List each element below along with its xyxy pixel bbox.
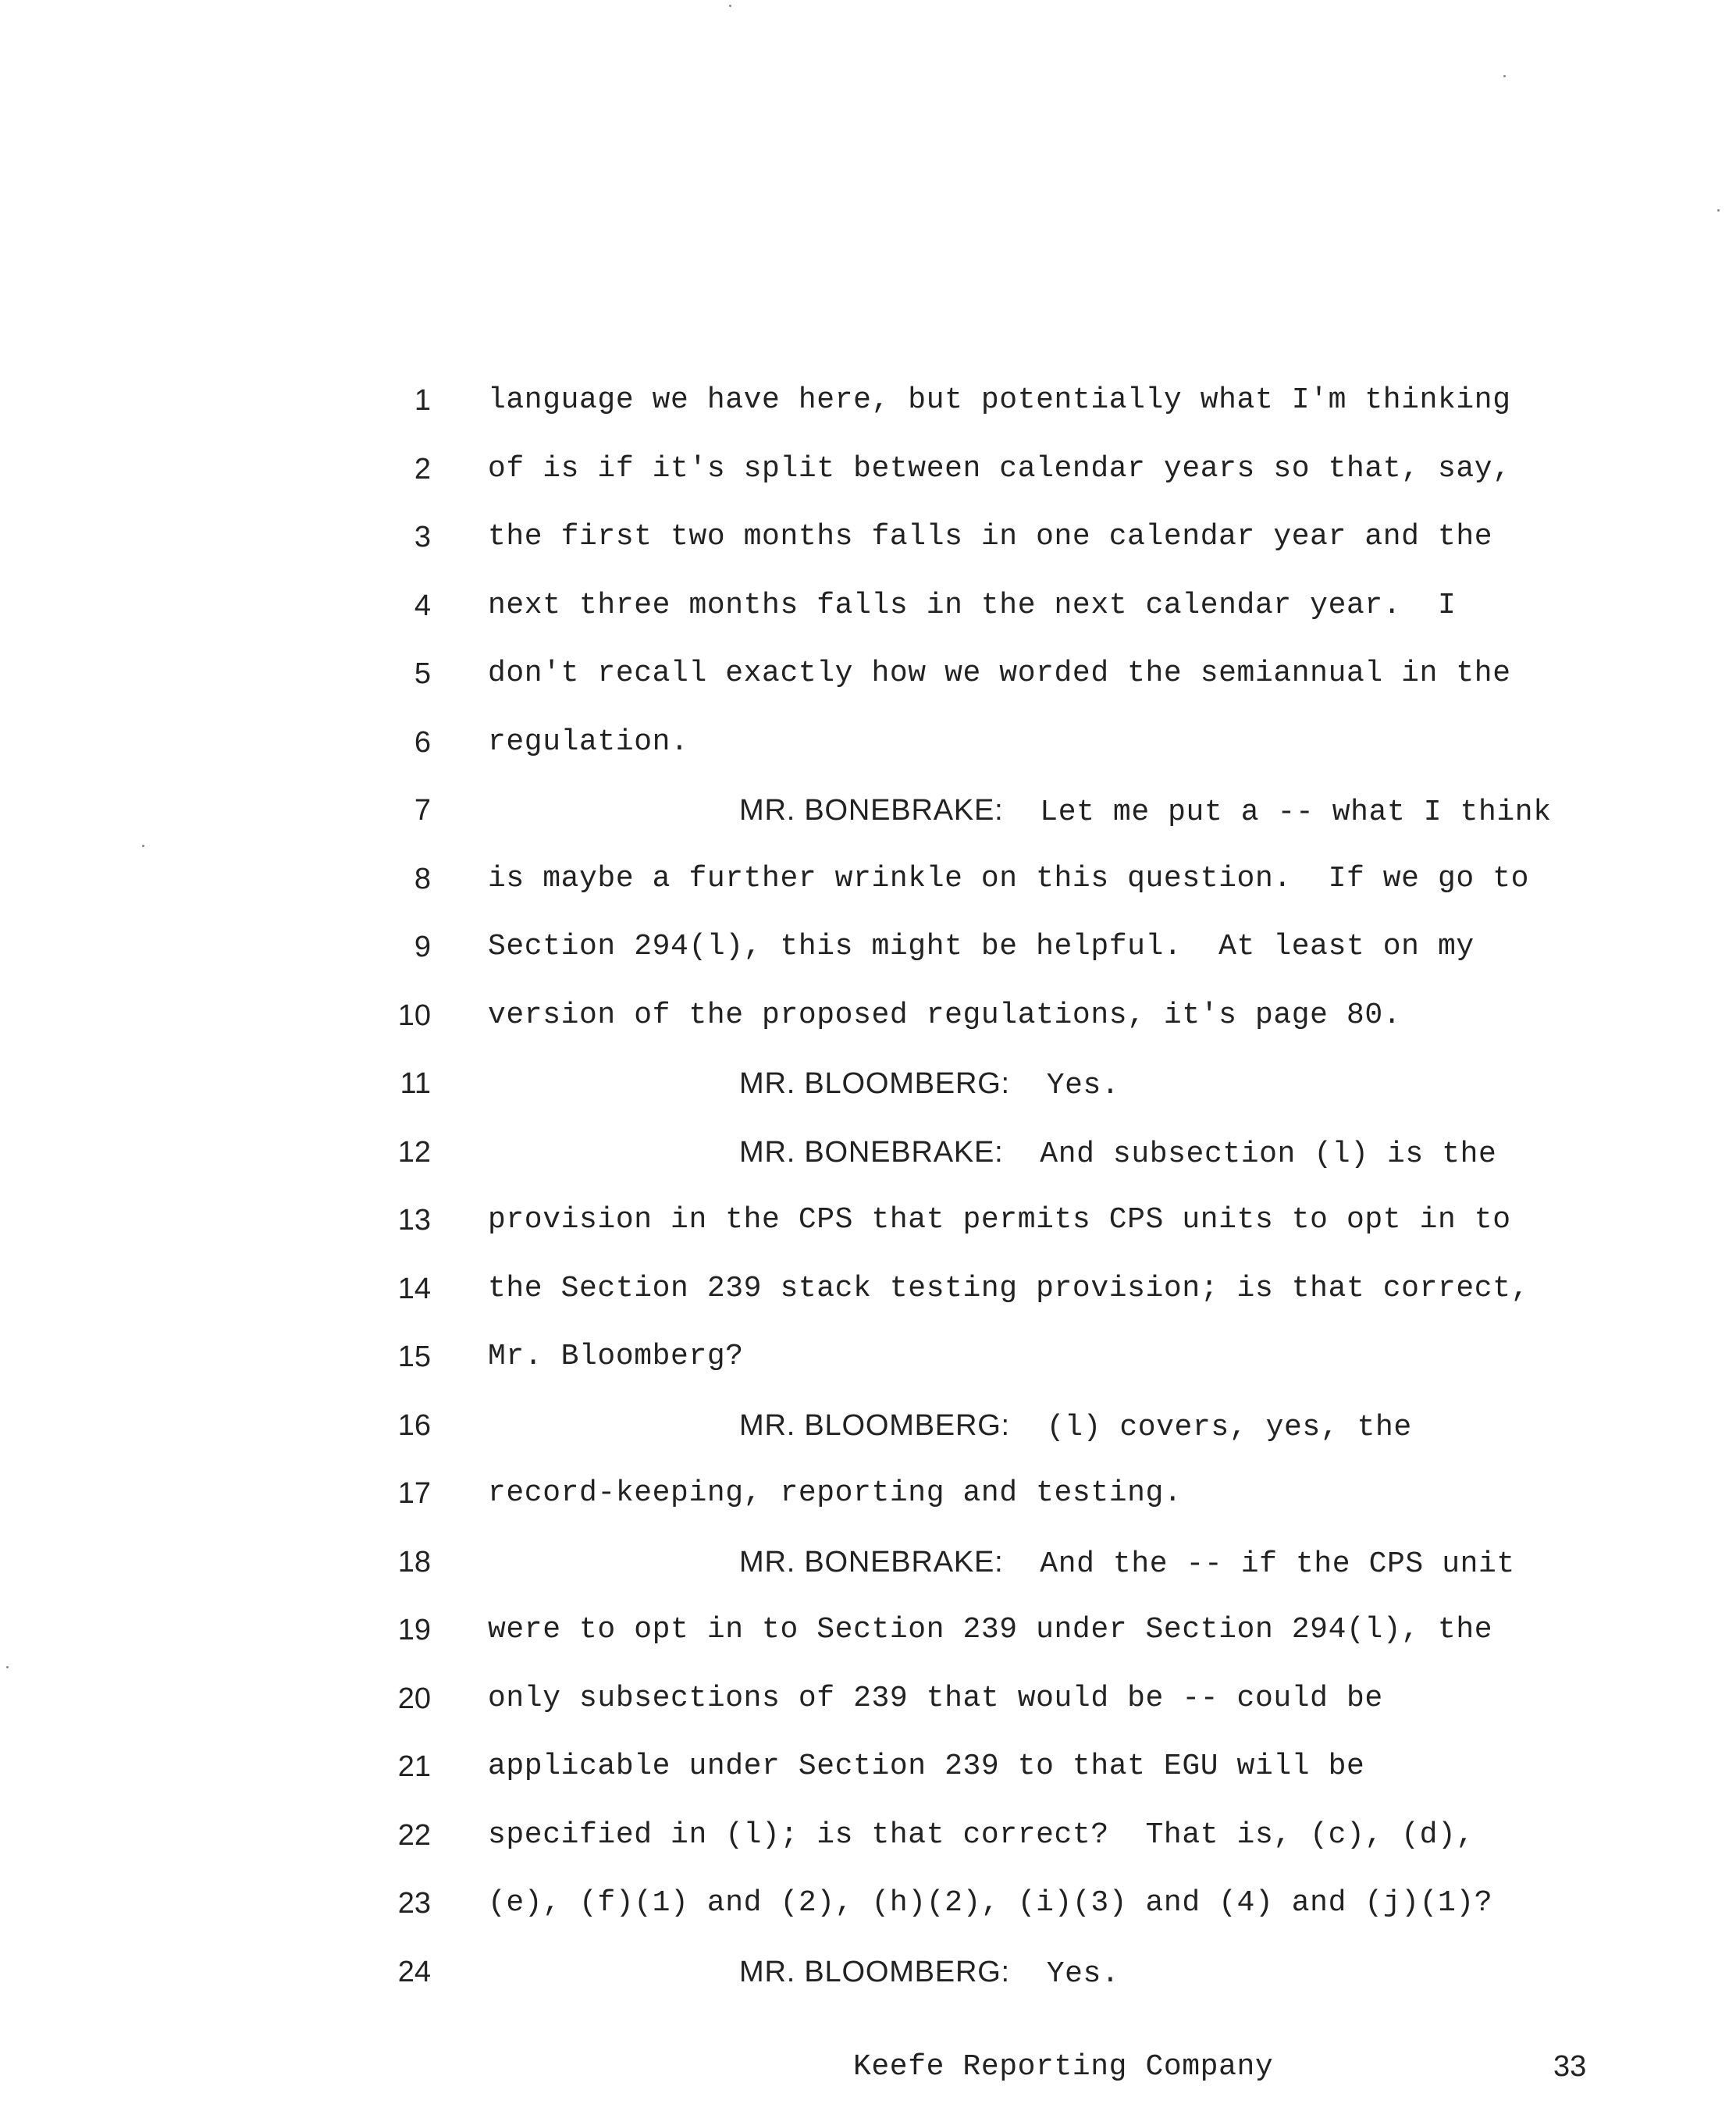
- transcript-line: [367, 1331, 1631, 1400]
- scan-speck: [6, 1666, 9, 1668]
- footer-company-name: Keefe Reporting Company: [853, 2050, 1274, 2084]
- spoken-text: And the -- if the CPS unit: [1003, 1547, 1515, 1581]
- line-number: 11: [400, 1067, 431, 1100]
- line-number: 23: [397, 1887, 431, 1920]
- line-text: [488, 1400, 1412, 1454]
- transcript-line: [367, 785, 1631, 853]
- line-text: [488, 1127, 1496, 1180]
- transcript-line: [367, 853, 1631, 922]
- spoken-text: version of the proposed regulations, it's page 80.: [488, 998, 1402, 1032]
- line-text: [488, 375, 1511, 426]
- line-number: 19: [397, 1614, 431, 1646]
- spoken-text: (l) covers, yes, the: [1009, 1410, 1412, 1444]
- spoken-text: record-keeping, reporting and testing.: [488, 1476, 1183, 1510]
- transcript-line: [367, 443, 1631, 512]
- line-text: [488, 1194, 1511, 1246]
- spoken-text: next three months falls in the next calendar year. I: [488, 588, 1457, 622]
- line-number: 5: [414, 657, 431, 690]
- scan-speck: [142, 845, 144, 847]
- spoken-text: the Section 239 stack testing provision; is that correct,: [488, 1271, 1530, 1305]
- line-number: 6: [414, 725, 431, 759]
- transcript-line: [367, 717, 1631, 785]
- transcript-line: [367, 580, 1631, 649]
- spoken-text: of is if it's split between calendar years so that, say,: [488, 451, 1511, 486]
- speaker-label: MR. BLOOMBERG:: [739, 1408, 1010, 1442]
- line-text: [488, 443, 1511, 495]
- transcript-line: [367, 1741, 1631, 1810]
- spoken-text: only subsections of 239 that would be -- could be: [488, 1681, 1383, 1715]
- transcript-line: [367, 1810, 1631, 1878]
- line-number: 9: [414, 931, 431, 963]
- transcript-line: [367, 1058, 1631, 1127]
- line-text: [488, 1331, 744, 1383]
- transcript-body: [367, 375, 1631, 2014]
- transcript-line: [367, 1536, 1631, 1605]
- speaker-label: MR. BLOOMBERG:: [739, 1067, 1010, 1100]
- speaker-label: MR. BLOOMBERG:: [739, 1955, 1010, 1988]
- line-number: 16: [397, 1408, 431, 1442]
- spoken-text: Yes.: [1009, 1069, 1120, 1102]
- spoken-text: applicable under Section 239 to that EGU will be: [488, 1750, 1365, 1783]
- line-number: 4: [414, 589, 431, 622]
- line-text: [488, 1946, 1119, 2000]
- transcript-line: [367, 1400, 1631, 1468]
- line-number: 22: [397, 1818, 431, 1852]
- spoken-text: were to opt in to Section 239 under Section 294(l), the: [488, 1613, 1493, 1646]
- spoken-text: And subsection (l) is the: [1003, 1137, 1497, 1171]
- transcript-line: [367, 375, 1631, 443]
- line-text: [488, 1741, 1364, 1792]
- transcript-line: [367, 648, 1631, 717]
- transcript-line: [367, 1468, 1631, 1536]
- transcript-line: [367, 1127, 1631, 1195]
- spoken-text: is maybe a further wrinkle on this question. If we go to: [488, 861, 1530, 895]
- spoken-text: Mr. Bloomberg?: [488, 1340, 744, 1373]
- speaker-label: MR. BONEBRAKE:: [739, 1545, 1004, 1579]
- line-text: [488, 1263, 1529, 1315]
- line-text: [488, 1810, 1475, 1861]
- speaker-label: MR. BONEBRAKE:: [739, 1135, 1004, 1169]
- line-text: [488, 580, 1456, 632]
- line-number: 15: [397, 1340, 431, 1373]
- line-text: [488, 1058, 1119, 1112]
- page-number: 33: [1553, 2050, 1587, 2083]
- transcript-line: [367, 1194, 1631, 1263]
- line-number: 3: [414, 521, 431, 554]
- line-text: [488, 1673, 1383, 1725]
- spoken-text: language we have here, but potentially what I'm thinking: [488, 383, 1511, 417]
- line-number: 14: [397, 1272, 431, 1305]
- transcript-line: [367, 1604, 1631, 1673]
- spoken-text: don't recall exactly how we worded the semiannual in the: [488, 657, 1511, 690]
- spoken-text: Let me put a -- what I think: [1003, 796, 1552, 829]
- transcript-line: [367, 1878, 1631, 1946]
- line-text: [488, 853, 1529, 905]
- transcript-line: [367, 990, 1631, 1059]
- line-text: [488, 1604, 1492, 1656]
- spoken-text: Yes.: [1009, 1956, 1120, 1991]
- line-number: 7: [414, 794, 431, 827]
- line-text: [488, 1878, 1492, 1929]
- line-number: 17: [397, 1477, 431, 1510]
- line-number: 13: [397, 1204, 431, 1237]
- spoken-text: (e), (f)(1) and (2), (h)(2), (i)(3) and (4) and (j)(1)?: [488, 1886, 1493, 1920]
- speaker-label: MR. BONEBRAKE:: [739, 794, 1004, 827]
- line-number: 1: [414, 384, 431, 417]
- transcript-line: [367, 511, 1631, 580]
- line-number: 12: [397, 1135, 431, 1169]
- scan-speck: [729, 5, 731, 7]
- scan-speck: [1717, 209, 1720, 212]
- line-number: 24: [397, 1955, 431, 1988]
- line-number: 20: [397, 1682, 431, 1715]
- line-text: [488, 990, 1401, 1041]
- line-text: [488, 1536, 1515, 1590]
- transcript-line: [367, 921, 1631, 990]
- line-number: 8: [414, 862, 431, 895]
- line-number: 10: [397, 999, 431, 1032]
- transcript-line: [367, 1946, 1631, 2015]
- line-text: [488, 717, 688, 768]
- scan-speck: [1503, 75, 1506, 77]
- line-text: [488, 511, 1492, 563]
- spoken-text: provision in the CPS that permits CPS units to opt in to: [488, 1203, 1511, 1237]
- spoken-text: specified in (l); is that correct? That is, (c), (d),: [488, 1817, 1475, 1852]
- line-text: [488, 921, 1475, 973]
- spoken-text: regulation.: [488, 724, 689, 759]
- line-number: 21: [397, 1750, 431, 1783]
- line-text: [488, 785, 1552, 838]
- spoken-text: Section 294(l), this might be helpful. At least on my: [488, 930, 1475, 963]
- line-text: [488, 1468, 1182, 1519]
- line-number: 2: [414, 452, 431, 486]
- transcript-line: [367, 1673, 1631, 1742]
- spoken-text: the first two months falls in one calendar year and the: [488, 520, 1493, 554]
- transcript-line: [367, 1263, 1631, 1332]
- line-text: [488, 648, 1511, 700]
- line-number: 18: [397, 1545, 431, 1579]
